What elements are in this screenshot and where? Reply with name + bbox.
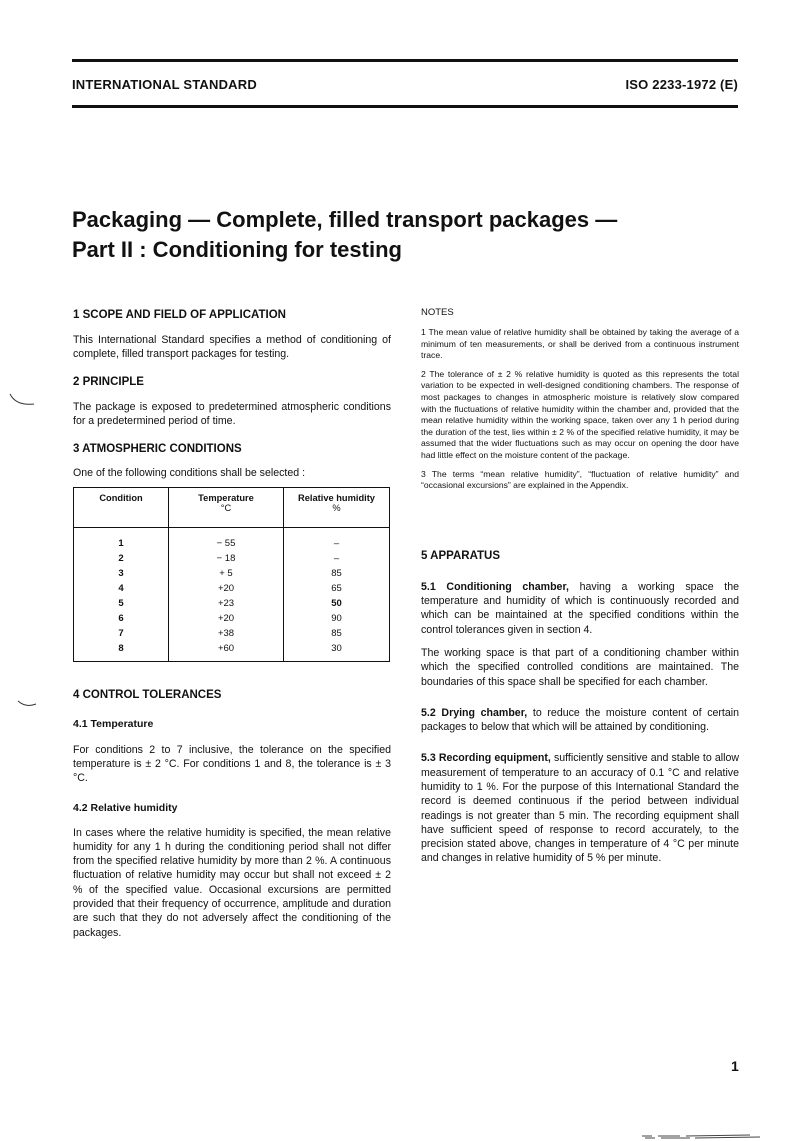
- note-3: 3 The terms “mean relative humidity”, “fluctuation of relative humidity” and “occasional excursions” are explained in the Appendix.: [421, 468, 739, 491]
- conditions-table-frame: [73, 487, 390, 661]
- section-2-heading: 2 PRINCIPLE: [73, 375, 144, 388]
- subsection-4-2-heading: 4.2 Relative humidity: [73, 801, 178, 814]
- title-line-1: Packaging — Complete, filled transport packages —: [72, 207, 618, 232]
- clause-5-1-lead: 5.1 Conditioning chamber,: [421, 580, 569, 593]
- section-3-heading: 3 ATMOSPHERIC CONDITIONS: [73, 443, 242, 456]
- page-number: 1: [731, 1058, 739, 1074]
- clause-5-1-text: having a working space the temperature and humidity of which is continuously recorded and which can be maintained at the specified conditions within the control tolerances given in section 4.: [421, 580, 740, 636]
- header-standard-label: INTERNATIONAL STANDARD: [72, 77, 257, 92]
- clause-5-3-text: sufficiently sensitive and stable to allow measurement of temperature to an accuracy of 0.1 °C and relative humidity to 1 %. For the purpose of this International Standard the record is deemed continuous if the period between individual readings is not greater than 5 min. The recording equipment shall have sufficient speed of response to record accurately, to the precision stated above, changes in temperature of 4 °C per minute and changes in relative humidity of 5 % per minute.: [421, 752, 739, 865]
- bottom-scan-mark: [645, 1135, 765, 1141]
- table-header-row: [74, 488, 389, 528]
- section-5-heading: 5 APPARATUS: [421, 549, 501, 562]
- table-spacer-row: [74, 656, 389, 661]
- clause-5-1-paragraph-2: The working space is that part of a conditioning chamber within which the specified controlled conditions are maintained. The boundaries of this space shall be specified for each chamber.: [421, 646, 739, 688]
- note-2: 2 The tolerance of ± 2 % relative humidity is quoted as this represents the total variation to be expected in well-designed conditioning chambers. The response of most packages to changes in atmospheric moisture is relatively slow compared with the fluctuations of relative humidity within the chamber and, provided that the mean relative humidity within the working space, taken over any 1 h period during the duration of the test, lies within ± 2 % of the specified relative humidity, it may be assumed that the wider fluctuations such as may occur on opening the door have had little effect on the moisture content of the package.: [421, 368, 739, 460]
- section-1-text: This International Standard specifies a method of conditioning of complete, filled transport packages for testing.: [73, 334, 391, 361]
- header-top-rule: [72, 59, 738, 62]
- header-bottom-rule: [72, 105, 738, 108]
- clause-5-1: [421, 580, 739, 637]
- header-standard-number: ISO 2233-1972 (E): [625, 77, 738, 92]
- table-row: 4 +20 65: [74, 581, 389, 596]
- table-row: 3 + 5 85: [74, 566, 389, 581]
- table-row: 7 +38 85: [74, 626, 389, 641]
- document-title: [72, 205, 617, 265]
- subsection-4-2-text: In cases where the relative humidity is specified, the mean relative humidity for any 1 h during the conditioning period shall not differ from the specified relative humidity by more than 2 %. A continuous fluctuation of relative humidity may occur but shall not exceed ± 2 % of the specified value. Occasional excursions are permitted provided that their frequency of occurrence, amplitude and duration are such that they do not adversely affect the conditioning of the packages.: [73, 826, 391, 939]
- table-row: 8 +60 30: [74, 641, 389, 656]
- clause-5-2-lead: 5.2 Drying chamber,: [421, 706, 528, 719]
- section-4-heading: 4 CONTROL TOLERANCES: [73, 688, 222, 701]
- col-condition-header: Condition: [99, 493, 143, 504]
- section-2-text: The package is exposed to predetermined atmospheric conditions for a predetermined period of time.: [73, 400, 391, 427]
- table-row: 2 − 18 –: [74, 551, 389, 566]
- clause-5-3: [421, 751, 739, 865]
- margin-scan-mark: [8, 392, 36, 410]
- conditions-table: [74, 488, 389, 660]
- col-temperature-header: Temperature °C: [169, 488, 284, 528]
- clause-5-3-lead: 5.3 Recording equipment,: [421, 752, 551, 765]
- table-row: 5 +23 50: [74, 596, 389, 611]
- clause-5-2: [421, 706, 739, 735]
- col-humidity-header: Relative humidity %: [284, 488, 390, 528]
- title-line-2: Part II : Conditioning for testing: [72, 237, 402, 262]
- table-row: 1 − 55 –: [74, 536, 389, 551]
- left-column: [73, 307, 391, 940]
- subsection-4-1-heading: 4.1 Temperature: [73, 717, 154, 730]
- notes-heading: NOTES: [421, 307, 454, 318]
- section-3-intro: One of the following conditions shall be selected :: [73, 467, 306, 480]
- clause-5-2-text: to reduce the moisture content of certain packages to below that which will be attained by conditioning.: [421, 706, 739, 734]
- margin-scan-mark: [16, 698, 38, 710]
- note-1: 1 The mean value of relative humidity shall be obtained by taking the average of a minimum of ten measurements, or shall be derived from a continuous instrument trace.: [421, 327, 739, 361]
- subsection-4-1-text: For conditions 2 to 7 inclusive, the tolerance on the specified temperature is ± 2 °C. For conditions 1 and 8, the tolerance is ± 3 °C.: [73, 743, 391, 785]
- table-row: 6 +20 90: [74, 611, 389, 626]
- right-column: [421, 307, 739, 866]
- section-1-heading: 1 SCOPE AND FIELD OF APPLICATION: [73, 309, 286, 321]
- table-spacer-row: [74, 528, 389, 537]
